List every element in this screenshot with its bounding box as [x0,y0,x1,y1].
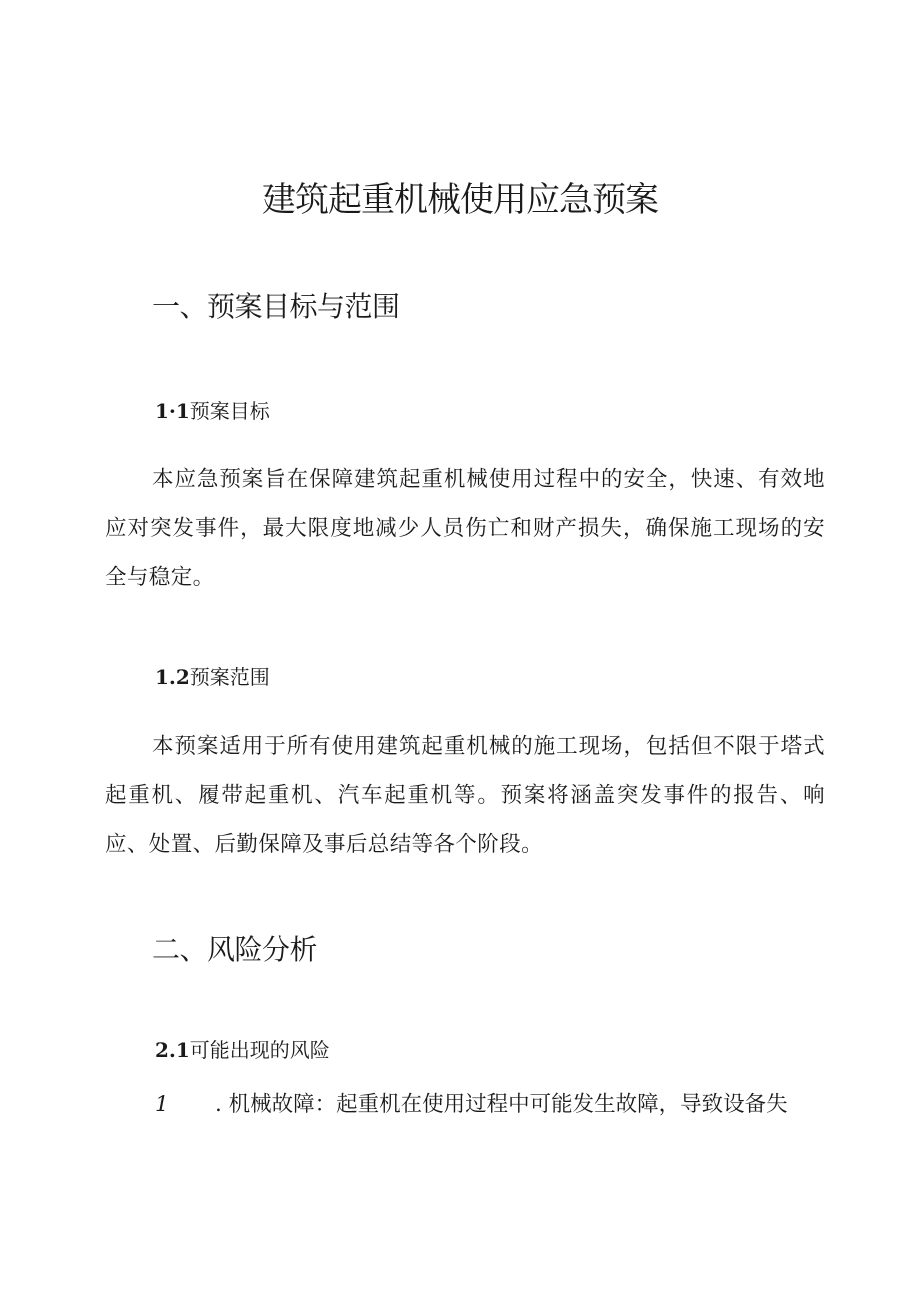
subsection-number: 1·1 [155,399,190,423]
paragraph-1-1: 本应急预案旨在保障建筑起重机械使用过程中的安全，快速、有效地应对突发事件，最大限度地减少人员伤亡和财产损失，确保施工现场的安全与稳定。 [105,467,825,590]
paragraph-1-2: 本预案适用于所有使用建筑起重机械的施工现场，包括但不限于塔式起重机、履带起重机、汽车起重机等。预案将涵盖突发事件的报告、响应、处置、后勤保障及事后总结等各个阶段。 [105,734,825,857]
subsection-title: 预案目标 [189,399,270,423]
subsection-heading-2-1 [155,1035,330,1065]
subsection-number: 1.2 [155,665,190,689]
list-item-marker: 1 [155,1092,169,1117]
list-item-text: . 机械故障：起重机在使用过程中可能发生故障，导致设备失 [215,1092,788,1117]
subsection-number: 2.1 [155,1038,190,1062]
list-item [155,1080,825,1129]
subsection-title: 可能出现的风险 [189,1038,330,1062]
subsection-title: 预案范围 [189,665,270,689]
section-heading-2: 二、风险分析 [152,933,318,966]
document-title: 建筑起重机械使用应急预案 [262,180,658,220]
section-heading-1: 一、预案目标与范围 [152,290,400,323]
subsection-heading-1-2 [155,662,270,692]
subsection-heading-1-1 [155,396,270,426]
